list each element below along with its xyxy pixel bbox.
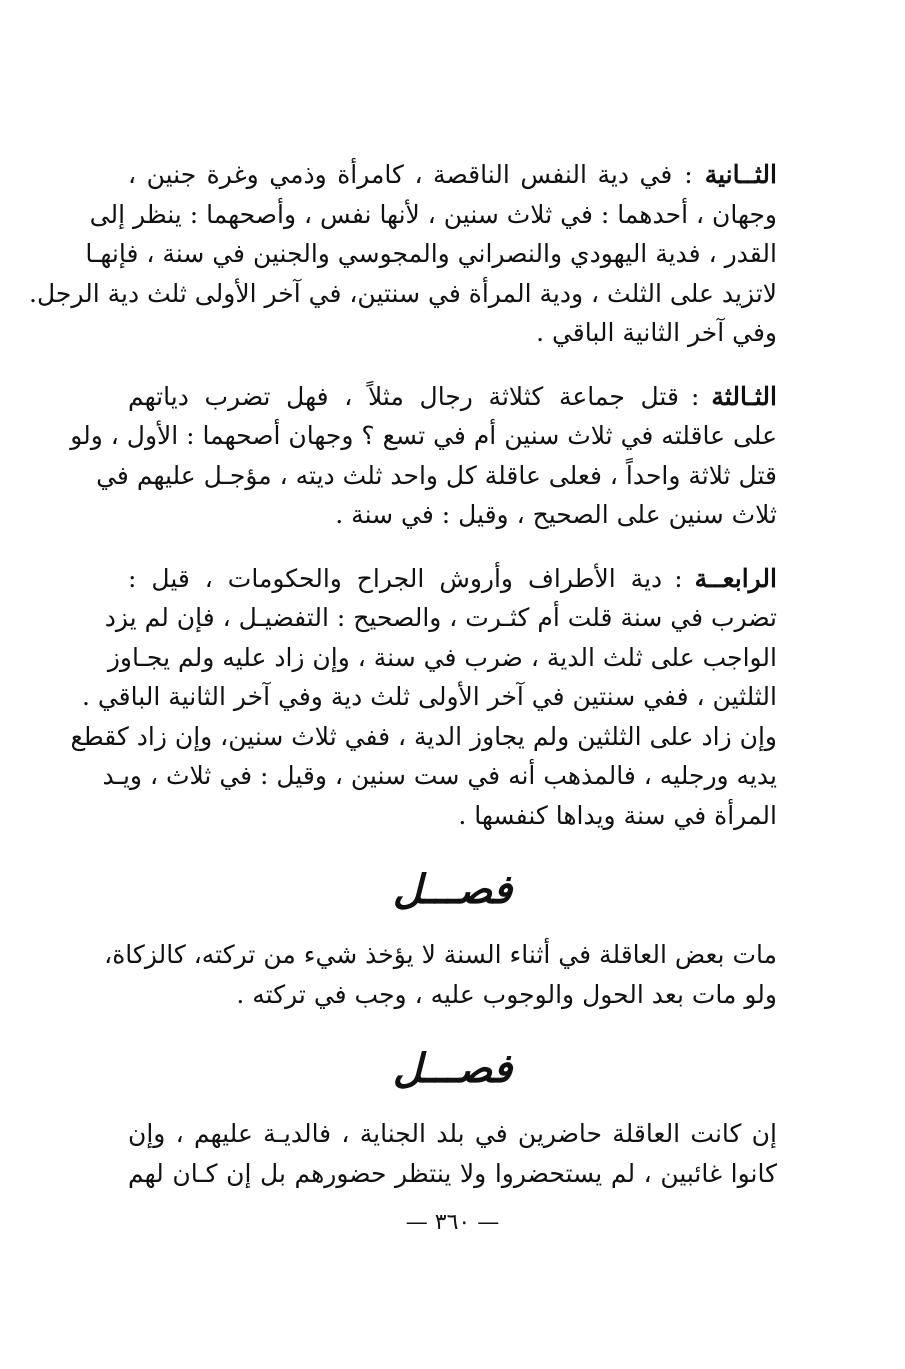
paragraph-line: الثــانية:في دية النفس الناقصة ، كامرأة وذمي وغرة جنين ، bbox=[128, 160, 777, 189]
fasl-two-paragraph bbox=[128, 1114, 777, 1193]
line-text: في دية النفس الناقصة ، كامرأة وذمي وغرة جنين ، bbox=[128, 160, 673, 189]
paragraph-line: وجهان ، أحدهما : في ثلاث سنين ، لأنها نفس ، وأصحهما : ينظر إلى bbox=[89, 199, 777, 229]
line-text: قتل جماعة كثلاثة رجال مثلاً ، فهل تضرب دياتهم bbox=[128, 381, 679, 411]
paragraph-line: كانوا غائبين ، لم يستحضروا ولا ينتظر حضورهم بل إن كـان لهم bbox=[128, 1158, 777, 1188]
paragraph-line: ولو مات بعد الحول والوجوب عليه ، وجب في تركته . bbox=[236, 979, 777, 1009]
paragraph-line: قتل ثلاثة واحداً ، فعلى عاقلة كل واحد ثلث ديته ، مؤجـل عليهم في bbox=[96, 460, 777, 490]
paragraph-line: على عاقلته في ثلاث سنين أم في تسع ؟ وجهان أصحهما : الأول ، ولو bbox=[70, 421, 777, 450]
paragraph-line: القدر ، فدية اليهودي والنصراني والمجوسي والجنين في سنة ، فإنهـا bbox=[85, 239, 777, 268]
paragraph-line: الثلثين ، ففي سنتين في آخر الأولى ثلث دية وفي آخر الثانية الباقي . bbox=[81, 682, 777, 711]
fasl-one-paragraph bbox=[104, 935, 777, 1014]
section-fourth bbox=[70, 559, 777, 836]
line-text: دية الأطراف وأروش الجراح والحكومات ، قيل : bbox=[128, 563, 663, 593]
paragraph-line: وإن زاد على الثلثين ولم يجاوز الدية ، ففي ثلاث سنين، وإن زاد كقطع bbox=[70, 721, 777, 751]
paragraph-line: يديه ورجليه ، فالمذهب أنه في ست سنين ، وقيل : في ثلاث ، ويـد bbox=[102, 761, 777, 790]
section-second bbox=[29, 155, 777, 353]
paragraph-line: تضرب في سنة قلت أم كثـرت ، والصحيح : التفضيـل ، فإن لم يزد bbox=[104, 603, 777, 632]
paragraph-line: الثـالثة:قتل جماعة كثلاثة رجال مثلاً ، فهل تضرب دياتهم bbox=[128, 381, 777, 411]
chapter-heading: فصـــل bbox=[392, 1045, 513, 1092]
page-number: — ٣٦٠ — bbox=[405, 1210, 500, 1235]
paragraph-line: إن كانت العاقلة حاضرين في بلد الجناية ، فالديـة عليهم ، وإن bbox=[128, 1119, 777, 1148]
section-lead: الرابعــة bbox=[694, 563, 777, 593]
section-lead: الثـالثة bbox=[711, 381, 777, 411]
paragraph-line: ثلاث سنين على الصحيح ، وقيل : في سنة . bbox=[335, 500, 777, 529]
paragraph-line: الواجب على ثلث الدية ، ضرب في سنة ، وإن زاد عليه ولم يجـاوز bbox=[107, 642, 777, 672]
section-lead: الثــانية bbox=[704, 160, 777, 189]
chapter-heading: فصـــل bbox=[392, 866, 513, 913]
paragraph-line: وفي آخر الثانية الباقي . bbox=[536, 318, 777, 347]
paragraph-line: الرابعــة:دية الأطراف وأروش الجراح والحكومات ، قيل : bbox=[128, 563, 777, 593]
section-third bbox=[70, 377, 777, 535]
paragraph-line: مات بعض العاقلة في أثناء السنة لا يؤخذ شيء من تركته، كالزكاة، bbox=[104, 940, 777, 969]
paragraph-line: لاتزيد على الثلث ، ودية المرأة في سنتين، في آخر الأولى ثلث دية الرجل. bbox=[29, 278, 777, 308]
paragraph-line: المرأة في سنة ويداها كنفسها . bbox=[458, 800, 777, 830]
